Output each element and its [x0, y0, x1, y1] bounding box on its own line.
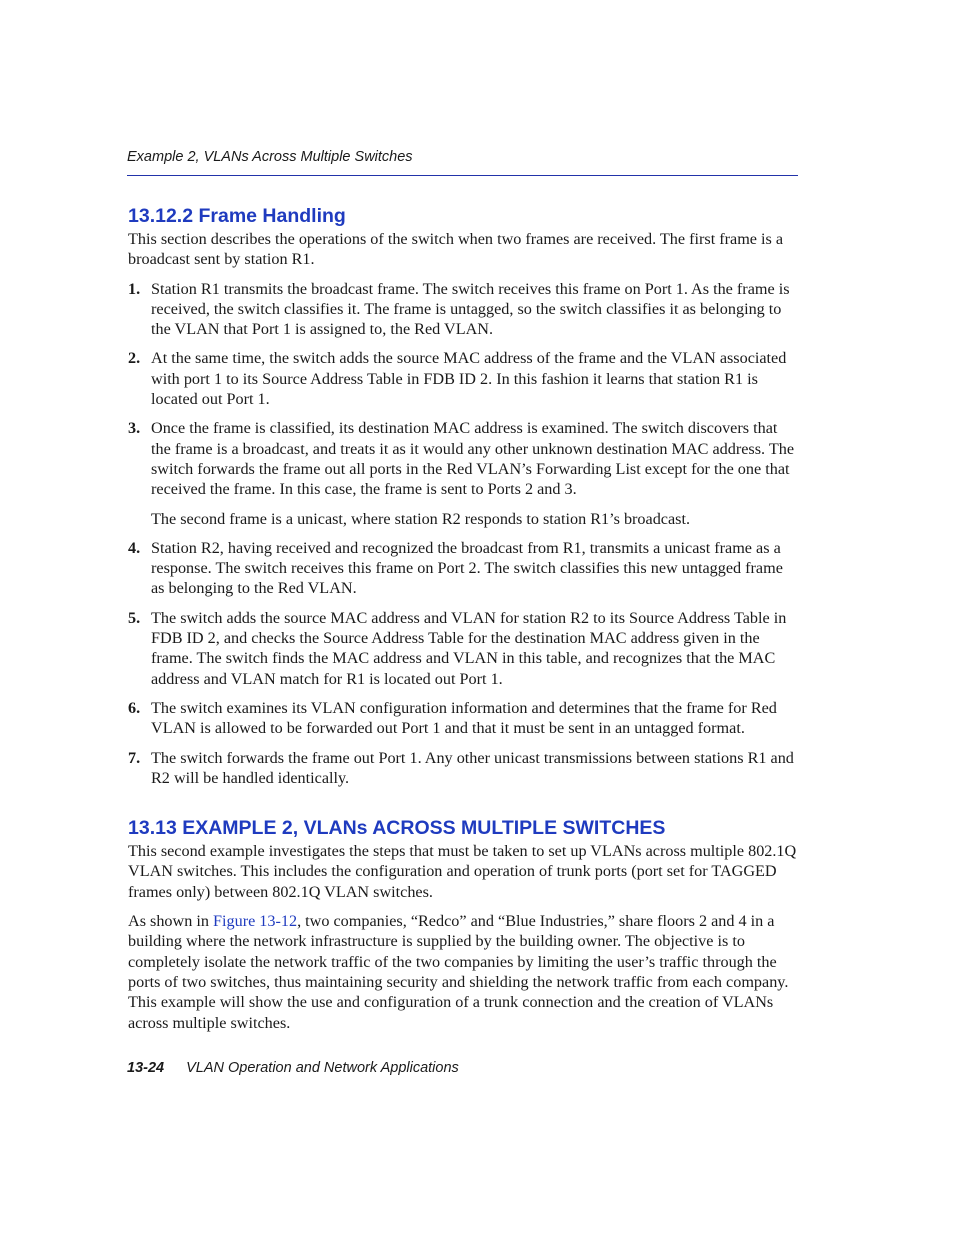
list-item-number: 3.: [128, 419, 141, 438]
section2-paragraph-2: [128, 911, 799, 1033]
list-item: [128, 748, 799, 789]
steps-list-a: [128, 279, 799, 500]
header-rule: [127, 175, 798, 176]
running-header: Example 2, VLANs Across Multiple Switches: [127, 149, 413, 165]
page-number: 13-24: [127, 1060, 165, 1076]
list-item: [128, 279, 799, 340]
list-item-number: 2.: [128, 349, 141, 368]
section-heading-frame-handling: 13.12.2 Frame Handling: [128, 205, 346, 227]
section2-paragraph-1: This second example investigates the steps that must be taken to set up VLANs across multiple 802.1Q VLAN switches. This includes the configuration and operation of trunk ports (port set for TAGGED frames only) between 802.1Q VLAN switches.: [128, 842, 797, 901]
book-title: VLAN Operation and Network Applications: [186, 1060, 459, 1076]
list-item-number: 4.: [128, 538, 141, 557]
list-item: [128, 538, 799, 599]
list-item-number: 7.: [128, 748, 141, 767]
list-item: [128, 608, 799, 689]
list-item-text: Once the frame is classified, its destination MAC address is examined. The switch discovers that the frame is a broadcast, and treats it as it would any other unknown destination MAC address. The switch forwards the frame out all ports in the Red VLAN’s Forwarding List except for the one that received the frame. In this case, the frame is sent to Ports 2 and 3.: [151, 419, 795, 499]
steps-list-b: [128, 538, 799, 788]
list-item-text: The switch forwards the frame out Port 1. Any other unicast transmissions between stations R1 and R2 will be handled identically.: [151, 748, 794, 787]
list-item: [128, 348, 799, 409]
list-item-number: 6.: [128, 698, 141, 717]
list-item: [128, 418, 799, 499]
list-item-text: Station R2, having received and recognized the broadcast from R1, transmits a unicast frame as a response. The switch receives this frame on Port 2. The switch classifies this new untagged frame as belonging to the Red VLAN.: [151, 538, 783, 598]
interlude-paragraph: The second frame is a unicast, where station R2 responds to station R1’s broadcast.: [151, 509, 691, 528]
page-body: [128, 204, 799, 1042]
section-intro: This section describes the operations of the switch when two frames are received. The first frame is a broadcast sent by station R1.: [128, 230, 784, 269]
list-item-number: 1.: [128, 279, 141, 298]
section-heading-example-2: 13.13 EXAMPLE 2, VLANs ACROSS MULTIPLE SWITCHES: [128, 817, 666, 840]
list-item-text: The switch adds the source MAC address and VLAN for station R2 to its Source Address Table in FDB ID 2, and checks the Source Address Table for the destination MAC address given in the frame. The switch finds the MAC address and VLAN in this table, and recognizes that the MAC address and VLAN match for R1 is located out Port 1.: [151, 608, 787, 688]
figure-13-12-link[interactable]: Figure 13-12: [213, 912, 298, 931]
list-item-text: Station R1 transmits the broadcast frame. The switch receives this frame on Port 1. As the frame is received, the switch classifies it. The frame is untagged, so the switch classifies it as belonging to the VLAN that Port 1 is assigned to, the Red VLAN.: [151, 279, 790, 339]
paragraph-text-suffix: , two companies, “Redco” and “Blue Industries,” share floors 2 and 4 in a building where the network infrastructure is supplied by the building owner. The objective is to completely isolate the network traffic of the two companies by limiting the user’s traffic through the ports of two switches, thus maintaining security and shielding the network traffic from each company. This example will show the use and configuration of a trunk connection and the creation of VLANs across multiple switches.: [128, 912, 789, 1032]
list-item-text: At the same time, the switch adds the source MAC address of the frame and the VLAN associated with port 1 to its Source Address Table in FDB ID 2. In this fashion it learns that station R1 is located out Port 1.: [151, 349, 787, 409]
page-footer: [127, 1060, 459, 1076]
paragraph-text-prefix: As shown in: [128, 912, 213, 931]
list-item: [128, 698, 799, 739]
list-item-text: The switch examines its VLAN configuration information and determines that the frame for Red VLAN is allowed to be forwarded out Port 1 and that it must be sent in an untagged format.: [151, 698, 777, 738]
list-item-number: 5.: [128, 608, 141, 627]
